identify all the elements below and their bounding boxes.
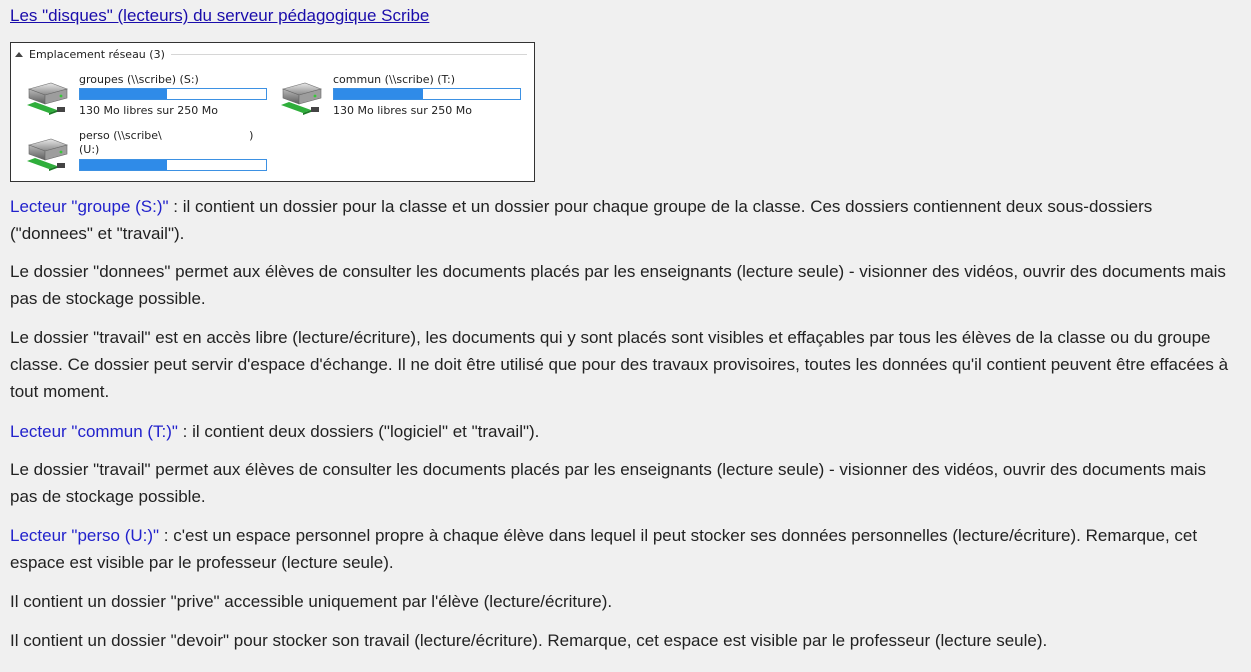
network-drives-panel: [10, 42, 535, 182]
group-header-network-locations[interactable]: [15, 47, 527, 61]
network-drive-icon: [23, 133, 71, 173]
drive-usage-fill: [80, 89, 167, 99]
drive-free-space: 130 Mo libres sur 250 Mo: [333, 104, 473, 117]
network-drive-icon: [277, 77, 325, 117]
paragraph-perso: [10, 522, 1238, 576]
drive-label-commun: Lecteur "commun (T:)": [10, 422, 178, 441]
drive-label-perso: Lecteur "perso (U:)": [10, 526, 160, 545]
paragraph-text: : il contient un dossier pour la classe et un dossier pour chaque groupe de la classe. Ces dossiers contiennent deux sous-dossiers ("donnees" et "travail").: [10, 197, 1153, 243]
paragraph-text: Il contient un dossier "devoir" pour stocker son travail (lecture/écriture). Remarque, cet espace est visible par le professeur (lecture seule).: [10, 631, 1048, 650]
drive-name: perso (\\scribe\ ): [79, 129, 254, 142]
group-header-label: Emplacement réseau (3): [29, 47, 165, 61]
drive-letter: (U:): [79, 143, 100, 156]
drive-label-groupe: Lecteur "groupe (S:)": [10, 197, 169, 216]
paragraph-text: Le dossier "travail" est en accès libre (lecture/écriture), les documents qui y sont placés sont visibles et effaçables par tous les élèves de la classe ou du groupe classe. Ce dossier peut servir d'espace d'échange. Il ne doit être utilisé que pour des travaux provisoires, toutes les données qu'il contient peuvent être effacées à tout moment.: [10, 328, 1229, 401]
paragraph-text: Le dossier "donnees" permet aux élèves de consulter les documents placés par les enseignants (lecture seule) - visionner des vidéos, ouvrir des documents mais pas de stockage possible.: [10, 262, 1226, 308]
drive-usage-bar: [79, 159, 267, 171]
paragraph-text: : il contient deux dossiers ("logiciel" et "travail").: [177, 422, 540, 441]
drive-usage-fill: [334, 89, 423, 99]
paragraph-prive: [10, 588, 1238, 615]
paragraph-travail-commun: [10, 456, 1238, 510]
group-header-divider: [171, 54, 527, 55]
paragraph-text: : c'est un espace personnel propre à chaque élève dans lequel il peut stocker ses données personnelles (lecture/écriture). Remarque, cet espace est visible par le professeur (lecture seule).: [10, 526, 1198, 572]
drive-usage-fill: [80, 160, 167, 170]
network-drive-icon: [23, 77, 71, 117]
paragraph-text: Le dossier "travail" permet aux élèves de consulter les documents placés par les enseignants (lecture seule) - visionner des vidéos, ouvrir des documents mais pas de stockage possible.: [10, 460, 1207, 506]
drive-free-space: 130 Mo libres sur 250 Mo: [79, 104, 219, 117]
drive-usage-bar: [333, 88, 521, 100]
drive-perso-u[interactable]: [23, 129, 273, 179]
paragraph-commun: [10, 418, 1238, 445]
paragraph-text: Il contient un dossier "prive" accessible uniquement par l'élève (lecture/écriture).: [10, 592, 613, 611]
collapse-caret-icon[interactable]: [15, 52, 23, 57]
title-link[interactable]: Les "disques" (lecteurs) du serveur pédagogique Scribe: [10, 6, 430, 25]
paragraph-devoir: [10, 627, 1238, 654]
paragraph-groupe: [10, 193, 1238, 247]
drive-name: commun (\\scribe) (T:): [333, 73, 456, 86]
drive-groupes-s[interactable]: [23, 73, 273, 123]
drive-usage-bar: [79, 88, 267, 100]
drive-commun-t[interactable]: [277, 73, 527, 123]
paragraph-travail: [10, 324, 1238, 405]
paragraph-donnees: [10, 258, 1238, 312]
drive-name: groupes (\\scribe) (S:): [79, 73, 199, 86]
